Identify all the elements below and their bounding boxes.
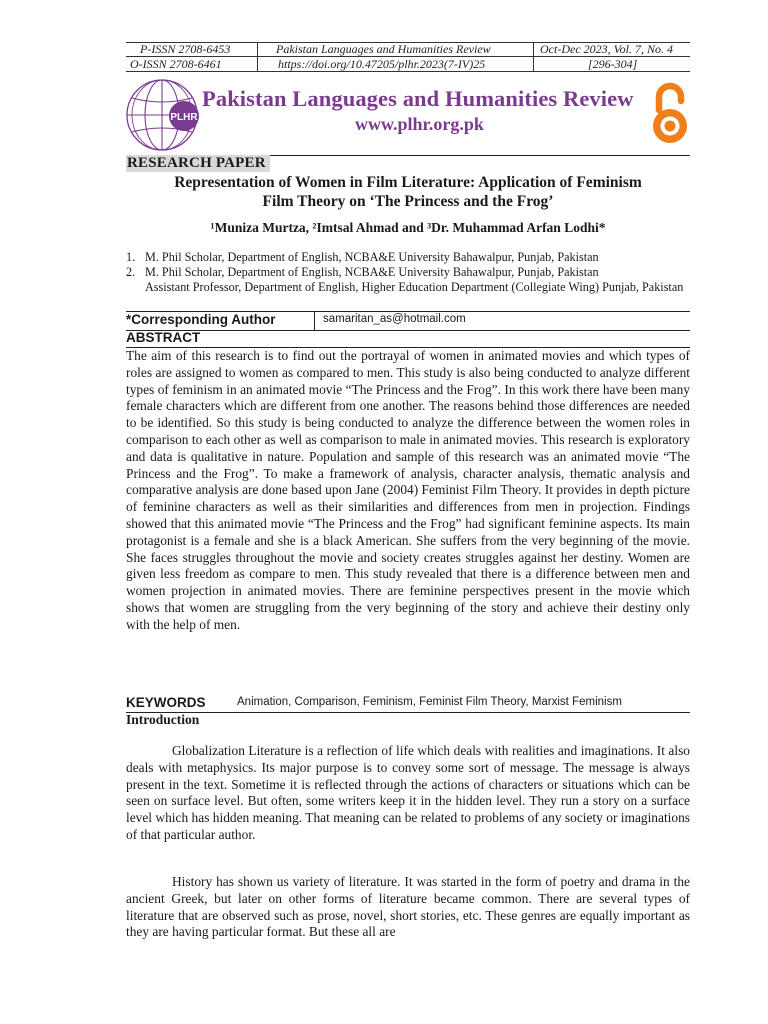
affiliation-3 (126, 280, 690, 310)
keywords-rule (126, 712, 690, 713)
keywords-row (126, 695, 690, 713)
keywords-label: KEYWORDS (126, 695, 206, 710)
journal-banner (126, 76, 690, 154)
header-divider-2 (533, 42, 534, 72)
plhr-globe-logo-icon (126, 76, 204, 154)
logo-text: PLHR (170, 112, 198, 123)
abstract-heading: ABSTRACT (126, 330, 201, 345)
introduction-heading: Introduction (126, 712, 200, 727)
header-oissn: O-ISSN 2708-6461 (130, 57, 222, 71)
header-divider-1 (257, 42, 258, 72)
corresponding-email-link[interactable]: samaritan_as@hotmail.com (323, 313, 466, 325)
paper-title-line-1: Representation of Women in Film Literature: Application of Feminism (174, 174, 642, 191)
affiliation-1 (126, 250, 690, 265)
corresponding-author-row (126, 312, 690, 330)
keywords-list: Animation, Comparison, Feminism, Feminist Film Theory, Marxist Feminism (237, 696, 622, 708)
header-table (126, 42, 690, 72)
affiliation-number: 2. (126, 265, 136, 279)
corresponding-bottom-rule (126, 330, 690, 331)
affiliation-2 (126, 265, 690, 280)
journal-title: Pakistan Languages and Humanities Review (202, 86, 634, 111)
paper-title-line-2: Film Theory on ‘The Princess and the Frog’ (262, 193, 554, 210)
corresponding-divider (314, 311, 315, 330)
affiliation-text: M. Phil Scholar, Department of English, NCBA&E University Bahawalpur, Punjab, Pakistan (145, 250, 599, 264)
header-doi-link[interactable]: https://doi.org/10.47205/plhr.2023(7-IV)25 (278, 57, 486, 71)
header-journal: Pakistan Languages and Humanities Review (276, 42, 491, 56)
header-pages: [296-304] (588, 57, 638, 71)
journal-url[interactable]: www.plhr.org.pk (355, 114, 484, 134)
paper-authors: ¹Muniza Murtza, ²Imtsal Ahmad and ³Dr. Muhammad Arfan Lodhi* (210, 220, 606, 235)
affiliation-text: Assistant Professor, Department of English, Higher Education Department (Collegiate Wing) Punjab, Pakistan (145, 280, 684, 294)
paper-title (126, 173, 690, 211)
intro-paragraph-2: History has shown us variety of literature. It was started in the form of poetry and drama in the ancient Greek, but later on other forms of literature became common. There are several types of literature that are observed such as prose, novel, short stories, etc. These genres are equally important as they are having particular format. But these all are (126, 874, 690, 940)
affiliation-number: 1. (126, 250, 136, 264)
open-access-icon (650, 80, 690, 146)
abstract-text: The aim of this research is to find out the portrayal of women in animated movies and which types of roles are assigned to women as compared to men. This study is also being conducted to analyze different types of feminism in an animated movie “The Princess and the Frog”. In this work there have been many female characters which are different from one another. The reasons behind those differences are needed to be identified. So this study is being conducted to analyze the difference between the women roles in comparison to each other as well as comparison to male in animated movies. This research is exploratory and data is qualitative in nature. Population and sample of this research was an animated movie “The Princess and the Frog”. To make a framework of analysis, character analysis, thematic analysis and comparative analysis are done based upon Jane (2004) Feminist Film Theory. It provides in depth picture of feminine characters as well as their similarities and differences from men in projection. Findings showed that this animated movie “The Princess and the Frog” had significant feminine aspects. Its main protagonist is a female and she is a black American. She suffers from the very beginning of the movie. She faces struggles throughout the movie and society creates struggles against her destiny. Women are given less freedom as compare to men. This study revealed that there is a difference between men and women projection in animated movies. There are feminine perspectives present in the movie which shows that women are struggling from the very beginning of the story and achieve their destiny only with the help of men. (126, 348, 690, 632)
corresponding-author-label: *Corresponding Author (126, 312, 276, 327)
paper-type-label: RESEARCH PAPER (126, 155, 270, 172)
affiliation-text: M. Phil Scholar, Department of English, NCBA&E University Bahawalpur, Punjab, Pakistan (145, 265, 599, 279)
header-issue: Oct-Dec 2023, Vol. 7, No. 4 (540, 42, 673, 56)
intro-paragraph-1: Globalization Literature is a reflection of life which deals with realities and imaginations. It also deals with metaphysics. Its major purpose is to convey some sort of message. The message is always present in the text. Sometime it is reflected through the actions of characters or situations which can be seen on surface level. But often, some writers keep it in the hidden level. They run a story on a surface level which has hidden meaning. That meaning can be related to problems of any society or imaginations of that particular author. (126, 743, 690, 842)
header-pissn: P-ISSN 2708-6453 (140, 42, 231, 56)
